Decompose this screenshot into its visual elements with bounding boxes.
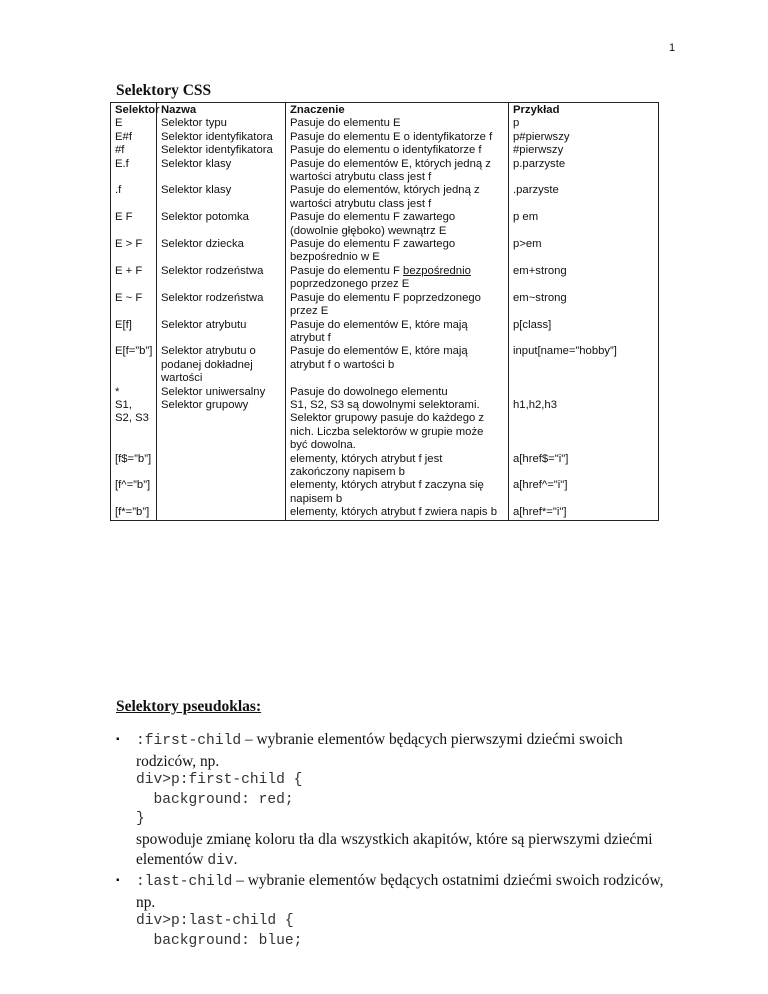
item-description: – wybranie elementów będących pierwszymi dziećmi swoich rodziców, np. — [136, 731, 623, 770]
table-row — [111, 399, 659, 453]
cell-name — [157, 479, 286, 506]
cell-name — [157, 453, 286, 480]
cell-meaning: Pasuje do elementu F poprzedzonego przez E — [286, 292, 509, 319]
page-number: 1 — [668, 42, 676, 54]
meaning-underlined: bezpośrednio — [403, 264, 471, 277]
cell-name: Selektor identyfikatora — [157, 144, 286, 157]
item-after-end: . — [233, 850, 238, 868]
cell-meaning: Pasuje do elementów E, które mają atrybut f o wartości b — [286, 345, 509, 385]
item-description: – wybranie elementów będących ostatnimi dziećmi swoich rodziców, np. — [136, 872, 664, 911]
cell-example: p.parzyste — [509, 158, 659, 185]
cell-meaning: Pasuje do dowolnego elementu — [286, 386, 509, 399]
document-title: Selektory CSS — [116, 82, 212, 99]
cell-meaning: S1, S2, S3 są dowolnymi selektorami. Selektor grupowy pasuje do każdego z nich. Liczba selektorów w grupie może być dowolna. — [286, 399, 509, 453]
cell-example: p em — [509, 211, 659, 238]
code-term: :first-child — [136, 733, 242, 749]
cell-name: Selektor identyfikatora — [157, 131, 286, 144]
cell-meaning: elementy, których atrybut f zwiera napis b — [286, 506, 509, 520]
cell-selector: E + F — [111, 265, 157, 292]
cell-name: Selektor atrybutu — [157, 319, 286, 346]
cell-name: Selektor uniwersalny — [157, 386, 286, 399]
table-row — [111, 158, 659, 185]
cell-example: p#pierwszy — [509, 131, 659, 144]
table-row — [111, 345, 659, 385]
cell-meaning: Pasuje do elementów E, które mają atrybut f — [286, 319, 509, 346]
cell-name: Selektor klasy — [157, 184, 286, 211]
cell-selector: E ~ F — [111, 292, 157, 319]
cell-name: Selektor rodzeństwa — [157, 265, 286, 292]
cell-meaning: Pasuje do elementu F zawartego bezpośrednio w E — [286, 238, 509, 265]
square-bullet-icon: ▪ — [116, 734, 120, 745]
cell-example: .parzyste — [509, 184, 659, 211]
cell-meaning: Pasuje do elementu E o identyfikatorze f — [286, 131, 509, 144]
selectors-table — [110, 102, 659, 521]
cell-selector: E.f — [111, 158, 157, 185]
meaning-part: poprzedzonego przez E — [290, 278, 410, 291]
cell-meaning: Pasuje do elementów, których jedną z wartości atrybutu class jest f — [286, 184, 509, 211]
cell-meaning: Pasuje do elementu E — [286, 117, 509, 130]
cell-name: Selektor grupowy — [157, 399, 286, 453]
cell-example: input[name=”hobby”] — [509, 345, 659, 385]
meaning-part: Pasuje do elementu F — [290, 264, 404, 277]
cell-example: a[href^="i"] — [509, 479, 659, 506]
header-name: Nazwa — [157, 103, 286, 118]
header-selector: Selektor — [111, 103, 157, 118]
pseudoclass-list — [116, 730, 676, 952]
cell-meaning: Pasuje do elementów E, których jedną z wartości atrybutu class jest f — [286, 158, 509, 185]
code-line: } — [136, 811, 145, 828]
cell-example: #pierwszy — [509, 144, 659, 157]
cell-meaning: elementy, których atrybut f zaczyna się napisem b — [286, 479, 509, 506]
code-line: background: blue; — [136, 932, 303, 949]
cell-meaning: elementy, których atrybut f jest zakończony napisem b — [286, 453, 509, 480]
list-item — [116, 871, 676, 951]
cell-example: a[href*="i"] — [509, 506, 659, 520]
cell-selector: * — [111, 386, 157, 399]
header-example: Przykład — [509, 103, 659, 118]
inline-code: div — [207, 852, 234, 869]
cell-name: Selektor rodzeństwa — [157, 292, 286, 319]
cell-selector: E — [111, 117, 157, 130]
table-row — [111, 211, 659, 238]
cell-example: p — [509, 117, 659, 130]
cell-selector: .f — [111, 184, 157, 211]
header-meaning: Znaczenie — [286, 103, 509, 118]
code-line: background: red; — [136, 791, 294, 808]
table-row — [111, 453, 659, 480]
cell-selector: E#f — [111, 131, 157, 144]
table-row — [111, 131, 659, 144]
table-row — [111, 506, 659, 520]
cell-name: Selektor dziecka — [157, 238, 286, 265]
cell-meaning: Pasuje do elementu F zawartego (dowolnie głęboko) wewnątrz E — [286, 211, 509, 238]
table-row — [111, 319, 659, 346]
code-line: div>p:last-child { — [136, 913, 294, 930]
cell-name: Selektor atrybutu o podanej dokładnej wartości — [157, 345, 286, 385]
table-header-row — [111, 103, 659, 118]
cell-example: p>em — [509, 238, 659, 265]
table-row — [111, 265, 659, 292]
cell-example — [509, 386, 659, 399]
cell-selector: E F — [111, 211, 157, 238]
cell-name: Selektor typu — [157, 117, 286, 130]
cell-selector: [f^=”b”] — [111, 479, 157, 506]
table-row — [111, 184, 659, 211]
table-row — [111, 117, 659, 130]
cell-selector: [f$=”b”] — [111, 453, 157, 480]
item-after-text: spowoduje zmianę koloru tła dla wszystkich akapitów, które są pierwszymi dziećmi elementów — [136, 830, 653, 868]
cell-selector: [f*=”b”] — [111, 506, 157, 520]
table-row — [111, 292, 659, 319]
cell-example: h1,h2,h3 — [509, 399, 659, 453]
cell-name — [157, 506, 286, 520]
cell-example: em~strong — [509, 292, 659, 319]
code-line: div>p:first-child { — [136, 772, 303, 789]
cell-example: p[class] — [509, 319, 659, 346]
table-row — [111, 238, 659, 265]
square-bullet-icon: ▪ — [116, 875, 120, 887]
cell-name: Selektor klasy — [157, 158, 286, 185]
cell-selector: E > F — [111, 238, 157, 265]
table-row — [111, 144, 659, 157]
cell-selector: S1, S2, S3 — [111, 399, 157, 453]
cell-example: em+strong — [509, 265, 659, 292]
cell-meaning: Pasuje do elementu o identyfikatorze f — [286, 144, 509, 157]
cell-meaning — [286, 265, 509, 292]
cell-selector: E[f=”b”] — [111, 345, 157, 385]
cell-example: a[href$="i"] — [509, 453, 659, 480]
list-item — [116, 730, 676, 871]
table-row — [111, 479, 659, 506]
cell-name: Selektor potomka — [157, 211, 286, 238]
section-title: Selektory pseudoklas: — [116, 698, 262, 715]
cell-selector: E[f] — [111, 319, 157, 346]
table-row — [111, 386, 659, 399]
code-term: :last-child — [136, 874, 233, 891]
cell-selector: #f — [111, 144, 157, 157]
